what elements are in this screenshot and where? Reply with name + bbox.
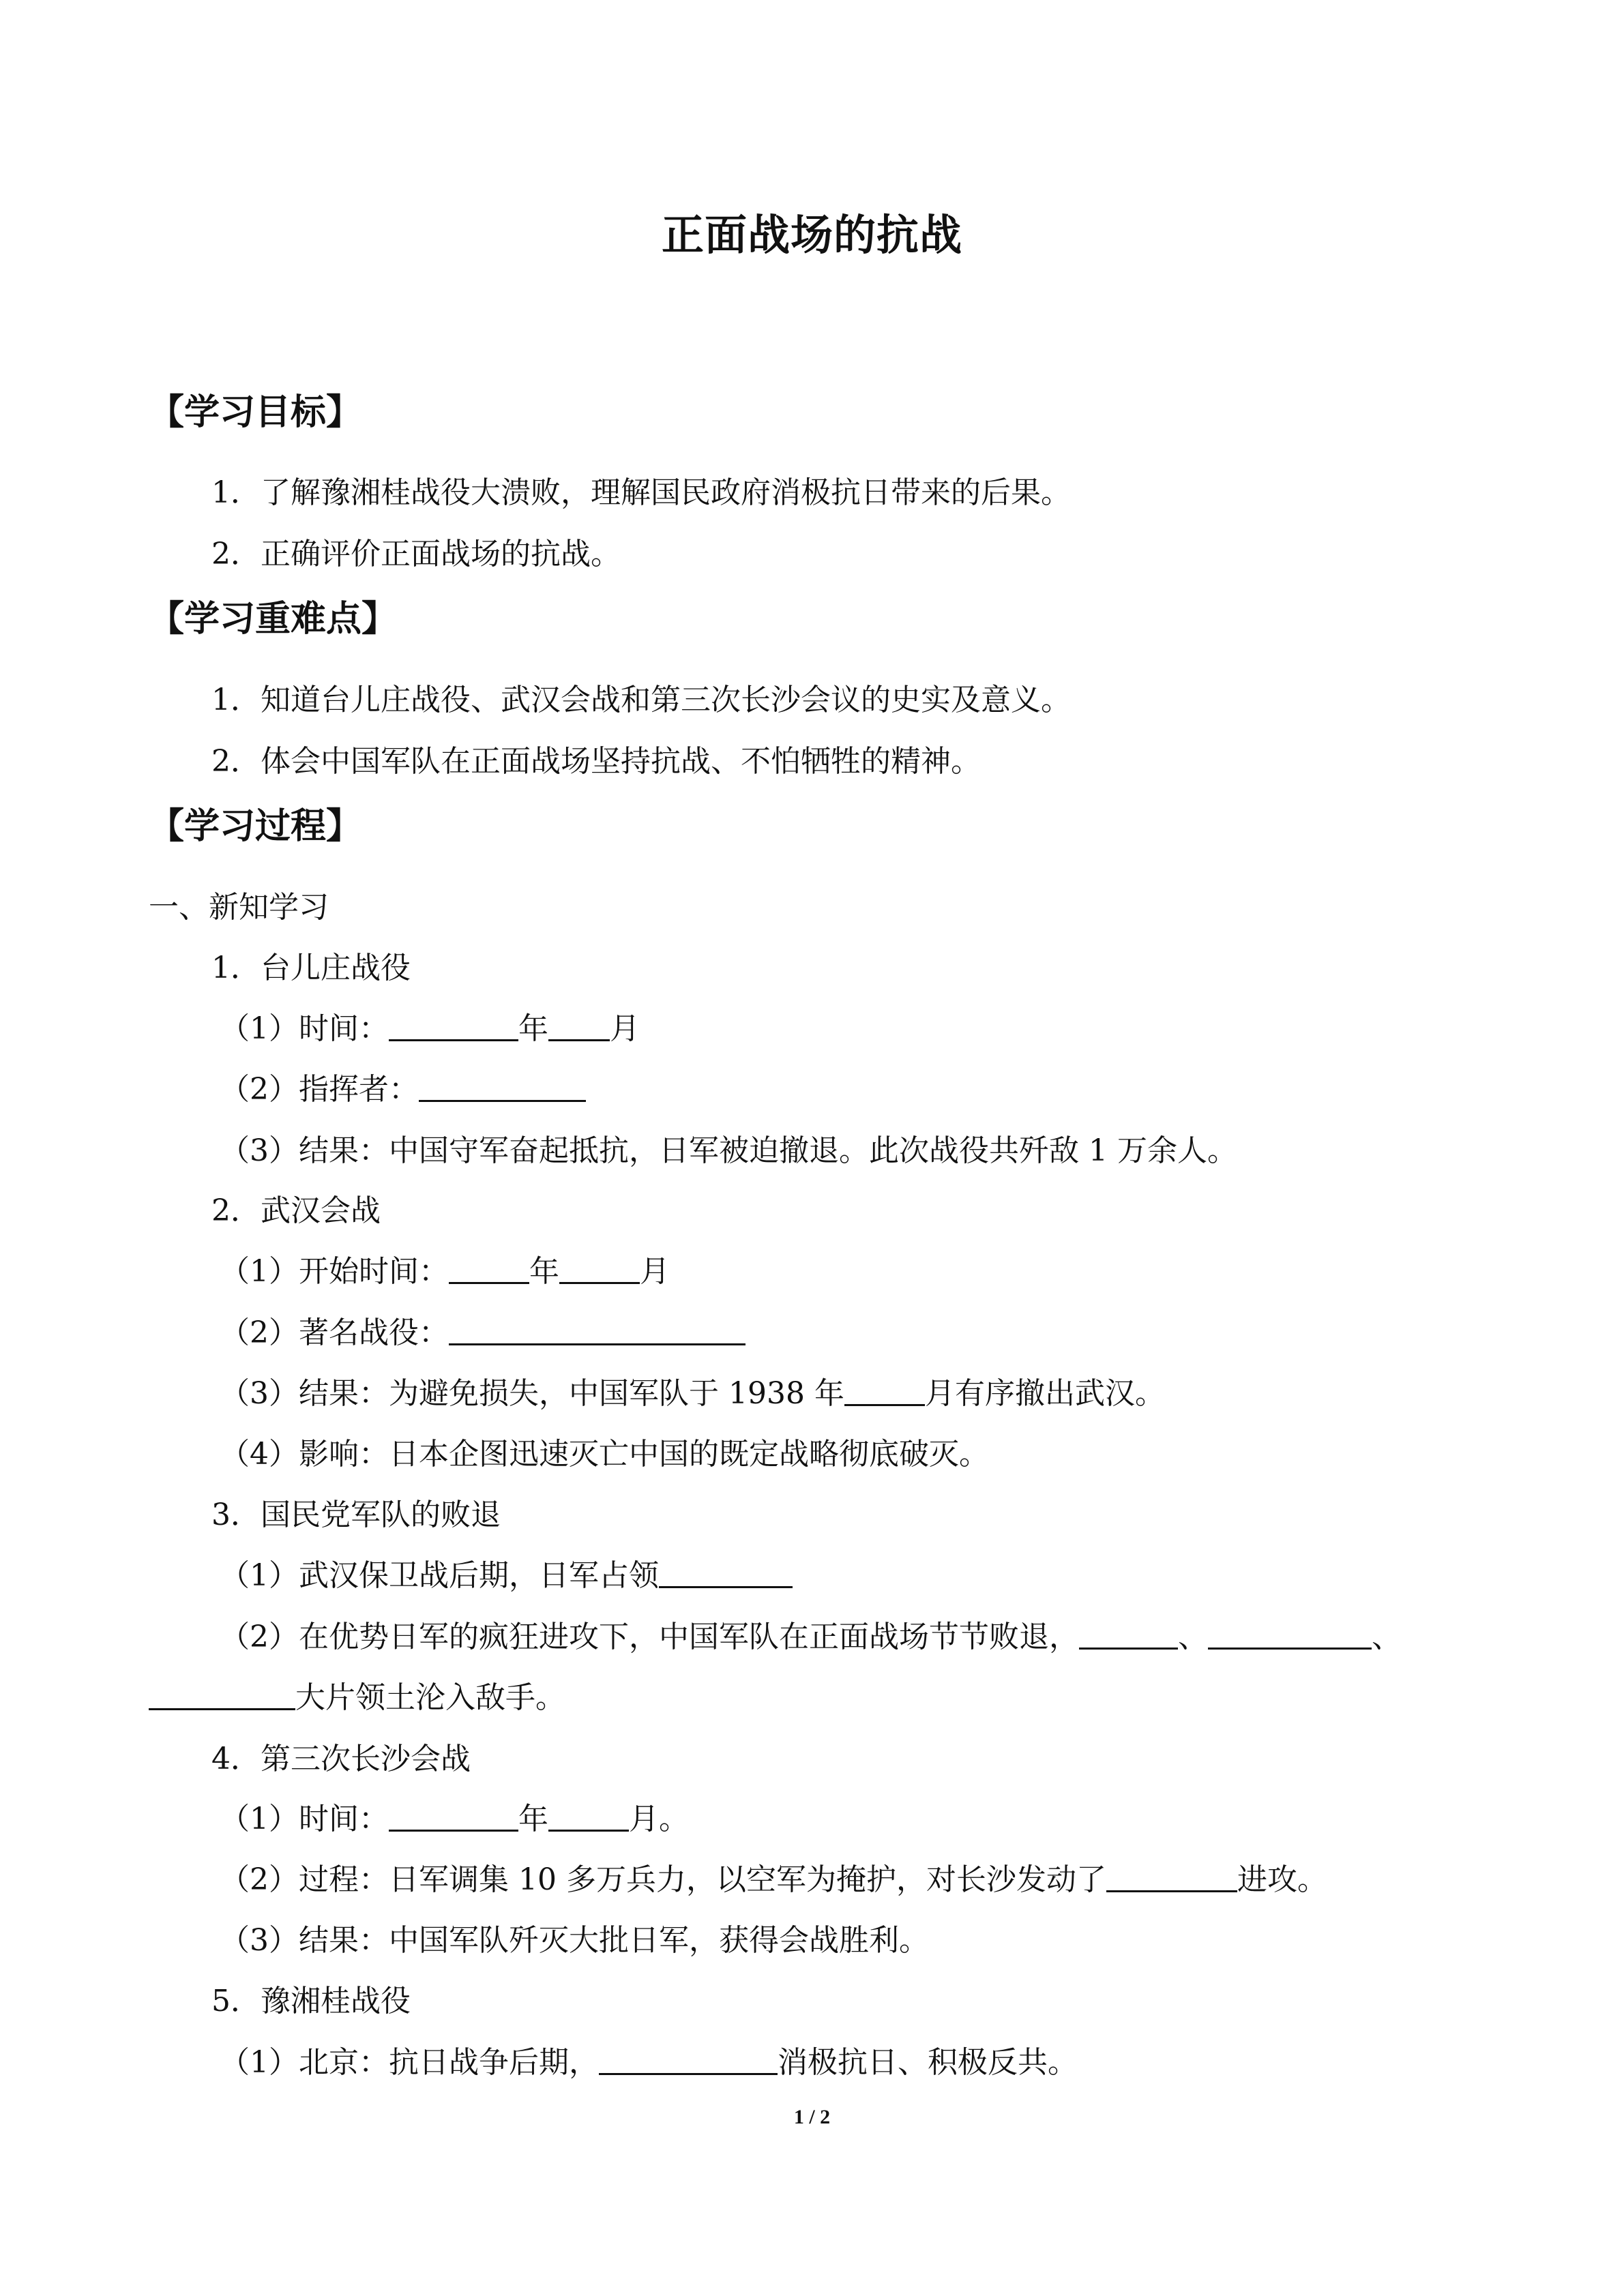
question-text: （1）北京：抗日战争后期，	[220, 2045, 599, 2080]
question-text: 、	[1372, 1620, 1402, 1654]
section-heading-key-points: 【学习重难点】	[149, 599, 398, 640]
question-retreat-occupation	[220, 1555, 793, 1596]
section-heading-process: 【学习过程】	[149, 806, 362, 847]
question-text: （1）开始时间：	[220, 1254, 449, 1289]
fill-blank-actor[interactable]	[599, 2043, 778, 2075]
question-text: （1）时间：	[220, 1802, 389, 1836]
question-text: 年	[529, 1254, 559, 1289]
question-text: 大片领土沦入敌手。	[295, 1680, 565, 1715]
fill-blank-attack-type[interactable]	[1106, 1860, 1237, 1892]
goal-item-2: 2．正确评价正面战场的抗战。	[211, 537, 621, 571]
fill-blank-year[interactable]	[449, 1252, 529, 1284]
question-text: 月	[610, 1011, 640, 1046]
page-title: 正面战场的抗战	[661, 210, 962, 260]
question-retreat-territories	[220, 1617, 1402, 1658]
fill-blank-territory-3[interactable]	[149, 1678, 295, 1710]
page-number: 1 / 2	[793, 2106, 831, 2128]
question-text: （3）结果：为避免损失，中国军队于 1938 年	[220, 1376, 844, 1411]
topic-title-taierzhuang: 1．台儿庄战役	[211, 951, 411, 985]
question-text: 消极抗日、积极反共。	[778, 2045, 1078, 2080]
fill-blank-year[interactable]	[389, 1800, 518, 1832]
question-yuxianggui-background	[220, 2042, 1078, 2083]
question-wuhan-impact: （4）影响：日本企图迅速灭亡中国的既定战略彻底破灭。	[220, 1437, 989, 1472]
question-text: （2）过程：日军调集 10 多万兵力，以空军为掩护，对长沙发动了	[220, 1862, 1106, 1897]
goal-item-1: 1．了解豫湘桂战役大溃败，理解国民政府消极抗日带来的后果。	[211, 475, 1071, 510]
question-text: 进攻。	[1237, 1862, 1327, 1897]
question-wuhan-result	[220, 1373, 1165, 1414]
fill-blank-month[interactable]	[548, 1009, 610, 1041]
fill-blank-occupied-place[interactable]	[659, 1556, 793, 1588]
topic-title-yuxianggui: 5．豫湘桂战役	[211, 1984, 411, 2018]
question-taierzhuang-result: （3）结果：中国守军奋起抵抗，日军被迫撤退。此次战役共歼敌 1 万余人。	[220, 1133, 1237, 1168]
question-changsha-process	[220, 1860, 1327, 1900]
fill-blank-month[interactable]	[844, 1374, 925, 1406]
part-heading-new-knowledge: 一、新知学习	[149, 890, 329, 925]
topic-title-changsha: 4．第三次长沙会战	[211, 1742, 471, 1776]
question-text: （2）指挥者：	[220, 1072, 419, 1107]
fill-blank-month[interactable]	[548, 1800, 629, 1832]
fill-blank-month[interactable]	[559, 1252, 640, 1284]
question-text: 、	[1178, 1620, 1208, 1654]
question-text: 月有序撤出武汉。	[924, 1376, 1165, 1411]
question-changsha-time	[220, 1799, 689, 1840]
question-text: 年	[518, 1802, 548, 1836]
question-text: 月	[640, 1254, 670, 1289]
fill-blank-commander[interactable]	[419, 1070, 586, 1102]
question-text: （1）时间：	[220, 1011, 389, 1046]
section-heading-goals: 【学习目标】	[149, 392, 362, 433]
question-wuhan-start-time	[220, 1251, 670, 1292]
question-changsha-result: （3）结果：中国军队歼灭大批日军，获得会战胜利。	[220, 1923, 929, 1958]
question-taierzhuang-time	[220, 1009, 640, 1049]
question-retreat-territories-continued	[149, 1678, 565, 1718]
question-text: （2）著名战役：	[220, 1315, 449, 1350]
question-text: 月。	[629, 1802, 689, 1836]
key-point-item-1: 1．知道台儿庄战役、武汉会战和第三次长沙会议的史实及意义。	[211, 683, 1071, 717]
question-text: （2）在优势日军的疯狂进攻下，中国军队在正面战场节节败退，	[220, 1620, 1079, 1654]
topic-title-wuhan: 2．武汉会战	[211, 1193, 381, 1228]
question-taierzhuang-commander	[220, 1069, 586, 1110]
question-text: （1）武汉保卫战后期，日军占领	[220, 1558, 659, 1593]
fill-blank-territory-1[interactable]	[1079, 1617, 1178, 1650]
key-point-item-2: 2．体会中国军队在正面战场坚持抗战、不怕牺牲的精神。	[211, 744, 981, 779]
fill-blank-battle[interactable]	[449, 1313, 745, 1345]
question-text: 年	[518, 1011, 548, 1046]
question-wuhan-famous-battle	[220, 1313, 745, 1354]
topic-title-kmt-retreat: 3．国民党军队的败退	[211, 1497, 501, 1532]
fill-blank-territory-2[interactable]	[1208, 1617, 1372, 1650]
fill-blank-year[interactable]	[389, 1009, 518, 1041]
